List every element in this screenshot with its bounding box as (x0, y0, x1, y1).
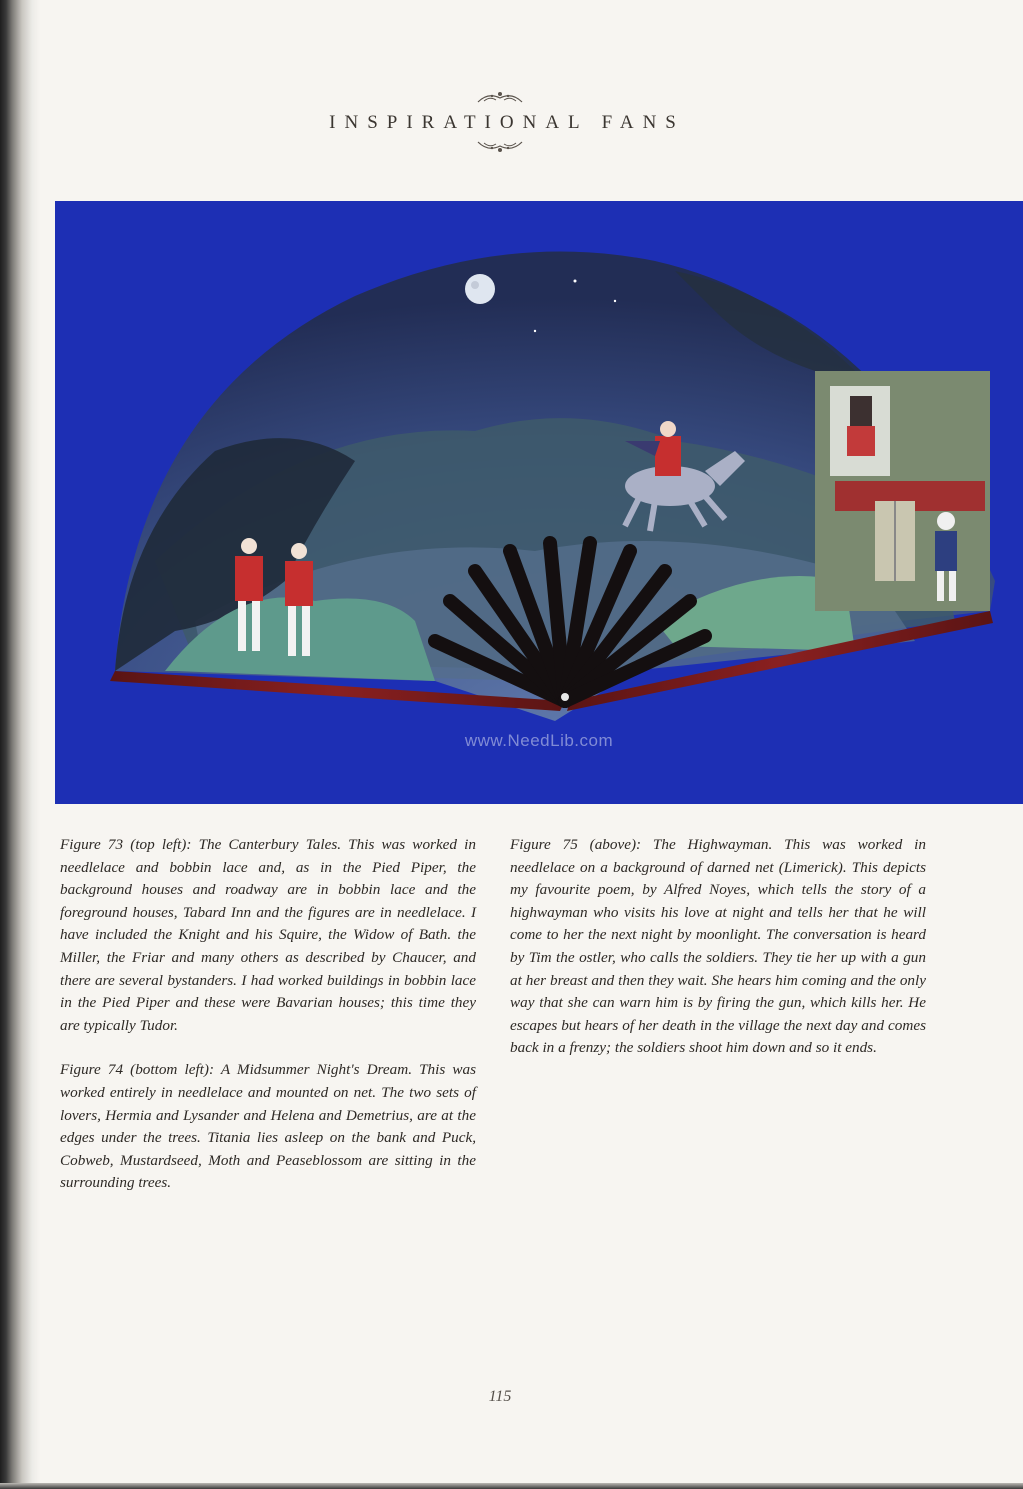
left-caption-column (60, 834, 476, 1217)
watermark-text: www.NeedLib.com (464, 731, 614, 750)
caption-figure-73: Figure 73 (top left): The Canterbury Tales. This was worked in needlelace and bobbin lace and, as in the Pied Piper, the background houses and roadway are in bobbin lace and the foreground houses, Tabard Inn and the figures are in needlelace. I have included the Knight and his Squire, the Widow of Bath. the Miller, the Friar and many others as described by Chaucer, and there are several bystanders. I had worked buildings in bobbin lace in the Pied Piper and these were Bavarian houses; this time they are typically Tudor. (60, 836, 476, 1034)
moon (465, 274, 495, 304)
right-caption-column (510, 834, 926, 1082)
caption-figure-74: Figure 74 (bottom left): A Midsummer Night's Dream. This was worked entirely in needlelace and mounted on net. The two sets of lovers, Hermia and Lysander and Helena and Demetrius, are at the edges under the trees. Titania lies asleep on the bank and Puck, Cobweb, Mustardseed, Moth and Peaseblossom are sitting in the surrounding trees. (60, 1061, 476, 1192)
page-number: 115 (488, 1388, 512, 1405)
top-flourish-icon (470, 88, 530, 106)
caption-figure-75: Figure 75 (above): The Highwayman. This was worked in needlelace on a background of darned net (Limerick). This depicts my favourite poem, by Alfred Noyes, which tells the story of a highwayman who visits his love at night and tells her that he will come to her the next night by moonlight. The conversation is heard by Tim the ostler, who calls the soldiers. They tie her up with a gun at her breast and then they wait. She hears him coming and the only way that she can warn him is by firing the gun, which kills her. He escapes but hears of her death in the village the next day and comes back in a frenzy; the soldiers shoot him down and so it ends. (510, 836, 926, 1057)
highwayman-fan-photo (55, 201, 1023, 804)
fan-illustration (55, 201, 1023, 804)
page-bottom-edge (0, 1483, 1023, 1489)
rivet (561, 693, 569, 701)
running-header (0, 88, 1000, 156)
bottom-flourish-icon (470, 138, 530, 156)
header-title: INSPIRATIONAL FANS (329, 112, 685, 133)
book-gutter-shadow (0, 0, 40, 1489)
